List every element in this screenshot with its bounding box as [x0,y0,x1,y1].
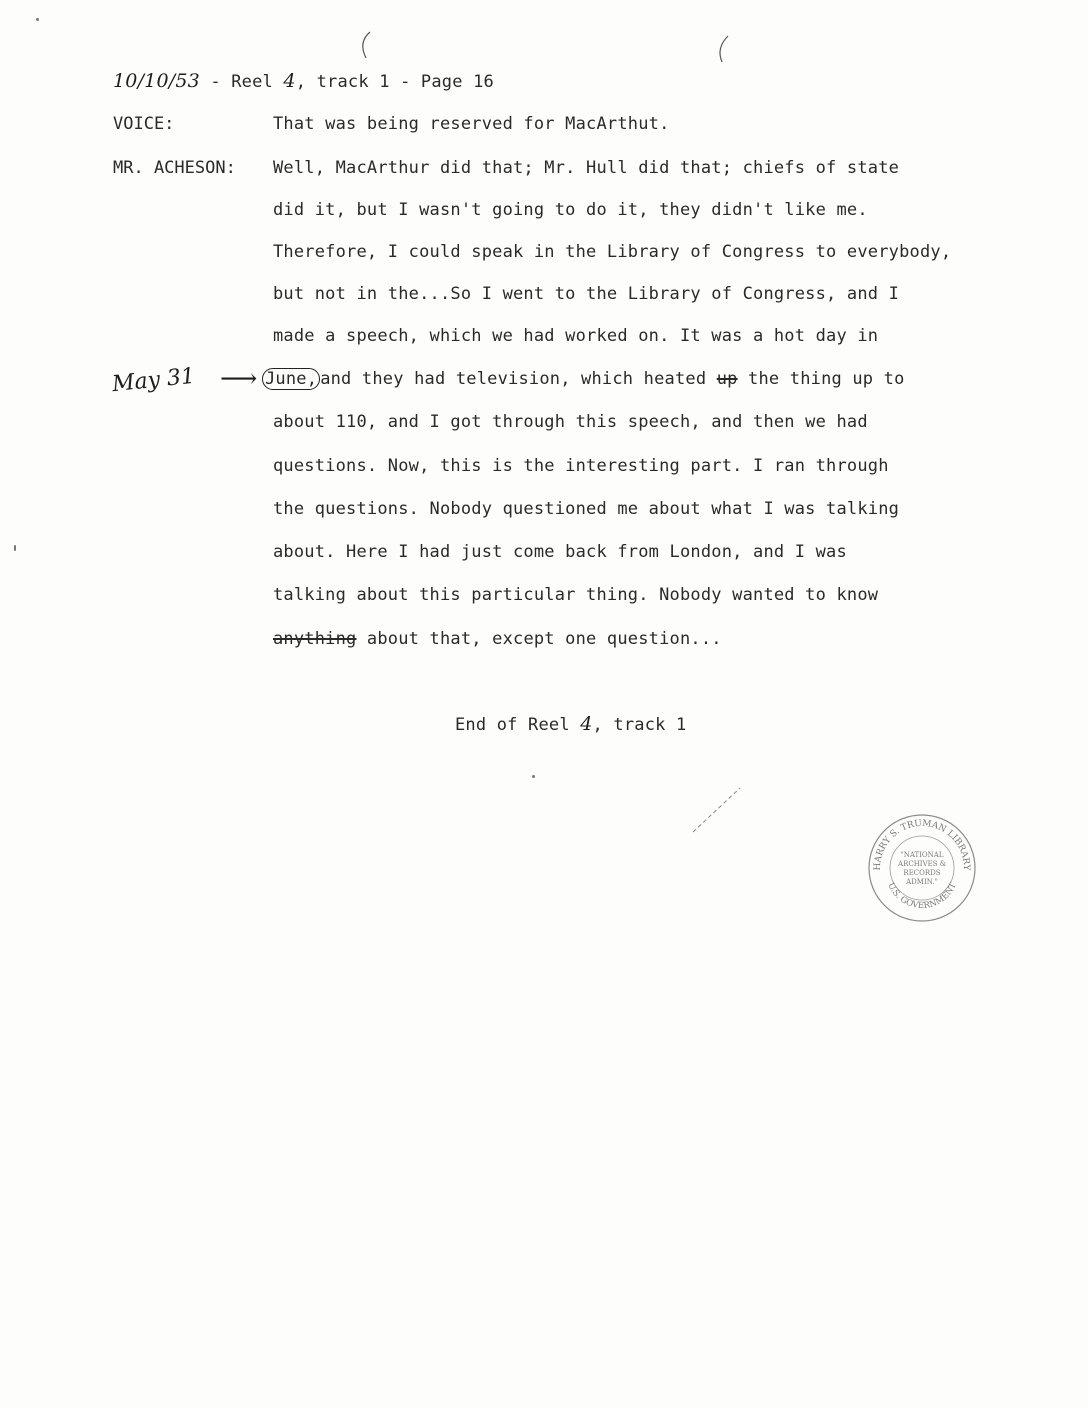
header-date: 10/10/53 [113,70,200,92]
struck-word-anything: anything [273,629,357,649]
svg-text:"NATIONAL: "NATIONAL [900,851,944,859]
acheson-line-12: anything about that, except one question... [273,629,722,649]
svg-text:U.S. GOVERNMENT: U.S. GOVERNMENT [885,881,959,912]
header-reel-prefix: - Reel [210,72,273,92]
acheson-line-8: questions. Now, this is the interesting part. I ran through [273,456,889,476]
svg-text:RECORDS: RECORDS [903,869,941,877]
header-reel-number: 4 [283,70,296,92]
speaker-voice: VOICE: [113,114,175,134]
acheson-line-10: about. Here I had just come back from London, and I was [273,542,847,562]
acheson-line-3: Therefore, I could speak in the Library of Congress to everybody, [273,242,952,262]
header-track-page: , track 1 - Page 16 [295,72,494,92]
archive-seal [866,812,978,924]
page-header [113,70,494,92]
margin-note-text: May 31 [110,363,197,398]
acheson-line-11: talking about this particular thing. Nobody wanted to know [273,585,879,605]
speck-mark [532,775,535,778]
acheson-line-9: the questions. Nobody questioned me about what I was talking [273,499,900,519]
acheson-line-5: made a speech, which we had worked on. It was a hot day in [273,326,879,346]
acheson-line-2: did it, but I wasn't going to do it, they didn't like me. [273,200,868,220]
end-of-reel: End of Reel 4, track 1 [455,713,687,735]
svg-text:ADMIN.": ADMIN." [906,878,938,886]
svg-text:ARCHIVES &: ARCHIVES & [898,860,946,868]
june-circled: June, [262,368,320,390]
margin-note [111,364,196,398]
speck-mark [36,18,39,21]
acheson-line-7: about 110, and I got through this speech, and then we had [273,412,868,432]
voice-line-1: That was being reserved for MacArthut. [273,114,670,134]
arrow-icon: ⟶ [220,364,258,394]
acheson-line-4: but not in the...So I went to the Library of Congress, and I [273,284,900,304]
struck-word-up: up [716,369,738,389]
acheson-line-6: June, and they had television, which heated up the thing up to [262,369,905,389]
acheson-line-1: Well, MacArthur did that; Mr. Hull did that; chiefs of state [273,158,900,178]
speck-mark [14,545,16,551]
speaker-acheson: MR. ACHESON: [113,158,236,178]
svg-text:HARRY S. TRUMAN LIBRARY: HARRY S. TRUMAN LIBRARY [872,818,972,871]
